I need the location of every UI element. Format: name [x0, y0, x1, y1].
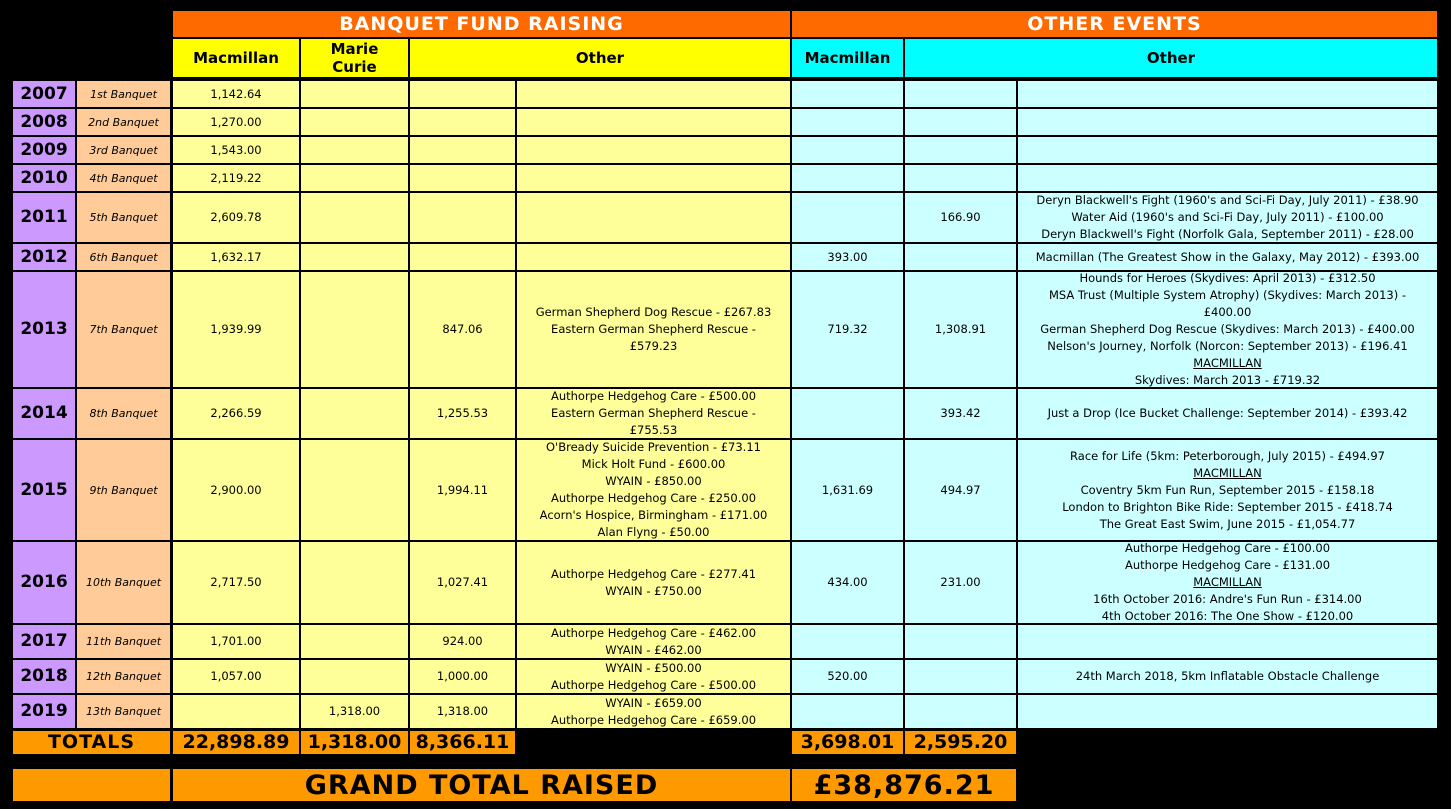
- year-cell: 2012: [13, 244, 75, 270]
- description-line: Authorpe Hedgehog Care - £500.00: [550, 389, 757, 403]
- events-macmillan-cell: [792, 625, 903, 658]
- year-cell: 2011: [13, 193, 75, 242]
- total-banquet-other: 8,366.11: [410, 731, 515, 754]
- grand-total-spacer: [13, 769, 170, 801]
- banquet-marie-curie-cell: [301, 440, 408, 540]
- description-line: Macmillan (The Greatest Show in the Galaxy, May 2012) - £393.00: [1035, 249, 1420, 264]
- events-other-amount-cell: [905, 109, 1016, 135]
- description-line: WYAIN - £750.00: [605, 583, 702, 598]
- year-cell: 2019: [13, 695, 75, 728]
- banquet-number-cell: 1st Banquet: [77, 81, 170, 107]
- description-line: German Shepherd Dog Rescue (Skydives: March 2013) - £400.00: [1040, 322, 1415, 336]
- year-cell: 2009: [13, 137, 75, 163]
- banquet-macmillan-cell: 2,119.22: [173, 165, 299, 191]
- banquet-number-cell: 12th Banquet: [77, 660, 170, 693]
- description-line: £400.00: [1203, 305, 1252, 319]
- description-line: O'Bready Suicide Prevention - £73.11: [546, 440, 761, 454]
- banquet-number-cell: 5th Banquet: [77, 193, 170, 242]
- description-line: MSA Trust (Multiple System Atrophy) (Skydives: March 2013) -: [1048, 288, 1407, 302]
- description-line: Water Aid (1960's and Sci-Fi Day, July 2011) - £100.00: [1071, 210, 1384, 224]
- banquet-number-cell: 8th Banquet: [77, 389, 170, 438]
- description-line: Eastern German Shepherd Rescue -: [551, 406, 756, 420]
- description-line: London to Brighton Bike Ride: September 2015 - £418.74: [1062, 499, 1393, 514]
- events-macmillan-cell: 520.00: [792, 660, 903, 693]
- events-macmillan-cell: [792, 165, 903, 191]
- events-macmillan-cell: 393.00: [792, 244, 903, 270]
- banquet-other-desc-cell: [517, 193, 790, 242]
- description-line: WYAIN - £659.00: [605, 695, 702, 710]
- banquet-other-amount-cell: [410, 109, 515, 135]
- banquet-other-desc-cell: [517, 81, 790, 107]
- events-macmillan-cell: [792, 109, 903, 135]
- banquet-marie-curie-cell: [301, 137, 408, 163]
- total-banquet-marie-curie: 1,318.00: [301, 731, 408, 754]
- events-macmillan-cell: 434.00: [792, 542, 903, 623]
- col-events-macmillan: Macmillan: [792, 39, 903, 77]
- banquet-other-desc-cell: [517, 660, 790, 693]
- banquet-number-cell: 9th Banquet: [77, 440, 170, 540]
- banquet-macmillan-cell: 2,900.00: [173, 440, 299, 540]
- events-macmillan-cell: [792, 193, 903, 242]
- year-cell: 2008: [13, 109, 75, 135]
- events-other-desc-cell: [1018, 625, 1437, 658]
- banquet-macmillan-cell: 1,270.00: [173, 109, 299, 135]
- events-other-desc-cell: [1018, 660, 1437, 693]
- events-other-desc-cell: [1018, 165, 1437, 191]
- description-line: Just a Drop (Ice Bucket Challenge: September 2014) - £393.42: [1047, 406, 1408, 420]
- events-other-amount-cell: [905, 165, 1016, 191]
- banquet-other-desc-cell: [517, 137, 790, 163]
- banquet-macmillan-cell: 2,609.78: [173, 193, 299, 242]
- banquet-other-amount-cell: [410, 165, 515, 191]
- banquet-other-desc-cell: [517, 272, 790, 387]
- banquet-marie-curie-cell: [301, 542, 408, 623]
- events-macmillan-cell: 1,631.69: [792, 440, 903, 540]
- banquet-number-cell: 11th Banquet: [77, 625, 170, 658]
- grand-total-value: £38,876.21: [792, 769, 1016, 801]
- total-events-other: 2,595.20: [905, 731, 1016, 754]
- events-other-amount-cell: [905, 695, 1016, 728]
- events-other-desc-cell: [1018, 542, 1437, 623]
- banquet-other-amount-cell: 1,255.53: [410, 389, 515, 438]
- description-line: Authorpe Hedgehog Care - £462.00: [550, 625, 757, 640]
- events-other-amount-cell: [905, 625, 1016, 658]
- banquet-macmillan-cell: 1,701.00: [173, 625, 299, 658]
- banquet-number-cell: 2nd Banquet: [77, 109, 170, 135]
- banquet-other-amount-cell: [410, 137, 515, 163]
- banquet-macmillan-cell: 2,717.50: [173, 542, 299, 623]
- description-line: Hounds for Heroes (Skydives: April 2013) - £312.50: [1079, 272, 1376, 285]
- banquet-other-amount-cell: [410, 193, 515, 242]
- description-line: The Great East Swim, June 2015 - £1,054.77: [1099, 516, 1356, 531]
- description-line: Deryn Blackwell's Fight (1960's and Sci-Fi Day, July 2011) - £38.90: [1036, 193, 1419, 207]
- events-macmillan-cell: [792, 137, 903, 163]
- banquet-other-desc-cell: [517, 440, 790, 540]
- banquet-number-cell: 13th Banquet: [77, 695, 170, 728]
- events-other-desc-cell: [1018, 137, 1437, 163]
- banquet-marie-curie-cell: [301, 193, 408, 242]
- events-other-amount-cell: [905, 244, 1016, 270]
- banquet-marie-curie-cell: [301, 389, 408, 438]
- banquet-marie-curie-cell: [301, 272, 408, 387]
- events-other-amount-cell: [905, 137, 1016, 163]
- events-other-amount-cell: [905, 660, 1016, 693]
- year-cell: 2018: [13, 660, 75, 693]
- banquet-marie-curie-cell: 1,318.00: [301, 695, 408, 728]
- description-line: £755.53: [629, 423, 678, 437]
- banquet-other-desc-cell: [517, 542, 790, 623]
- banquet-other-amount-cell: 847.06: [410, 272, 515, 387]
- description-line: Deryn Blackwell's Fight (Norfolk Gala, September 2011) - £28.00: [1041, 227, 1414, 241]
- year-cell: 2013: [13, 272, 75, 387]
- banquet-macmillan-cell: 2,266.59: [173, 389, 299, 438]
- description-line: Nelson's Journey, Norfolk (Norcon: September 2013) - £196.41: [1047, 339, 1408, 353]
- banquet-fund-raising-header: BANQUET FUND RAISING: [173, 11, 790, 37]
- description-line: Authorpe Hedgehog Care - £277.41: [550, 566, 757, 581]
- year-cell: 2007: [13, 81, 75, 107]
- description-line: Authorpe Hedgehog Care - £131.00: [1124, 558, 1331, 572]
- banquet-marie-curie-cell: [301, 109, 408, 135]
- col-banquet-other: Other: [410, 39, 790, 77]
- banquet-other-desc-cell: [517, 109, 790, 135]
- events-other-amount-cell: 231.00: [905, 542, 1016, 623]
- col-events-other: Other: [905, 39, 1437, 77]
- events-other-amount-cell: 166.90: [905, 193, 1016, 242]
- banquet-other-amount-cell: [410, 244, 515, 270]
- description-line: 4th October 2016: The One Show - £120.00: [1101, 609, 1354, 623]
- banquet-other-amount-cell: 1,000.00: [410, 660, 515, 693]
- banquet-number-cell: 6th Banquet: [77, 244, 170, 270]
- banquet-marie-curie-cell: [301, 81, 408, 107]
- description-line: 24th March 2018, 5km Inflatable Obstacle Challenge: [1075, 669, 1380, 683]
- banquet-other-desc-cell: [517, 244, 790, 270]
- banquet-macmillan-cell: 1,142.64: [173, 81, 299, 107]
- events-other-amount-cell: [905, 81, 1016, 107]
- banquet-number-cell: 7th Banquet: [77, 272, 170, 387]
- year-cell: 2016: [13, 542, 75, 623]
- banquet-macmillan-cell: 1,939.99: [173, 272, 299, 387]
- banquet-other-desc-cell: [517, 695, 790, 728]
- description-line: Race for Life (5km: Peterborough, July 2015) - £494.97: [1070, 448, 1385, 463]
- description-line: Acorn's Hospice, Birmingham - £171.00: [539, 508, 768, 522]
- description-line: Coventry 5km Fun Run, September 2015 - £158.18: [1080, 482, 1375, 497]
- description-line: MACMILLAN: [1193, 575, 1262, 589]
- year-cell: 2017: [13, 625, 75, 658]
- banquet-other-amount-cell: [410, 81, 515, 107]
- year-cell: 2010: [13, 165, 75, 191]
- events-other-desc-cell: [1018, 695, 1437, 728]
- banquet-marie-curie-cell: [301, 625, 408, 658]
- banquet-macmillan-cell: 1,057.00: [173, 660, 299, 693]
- totals-label: TOTALS: [13, 731, 170, 754]
- description-line: Authorpe Hedgehog Care - £659.00: [550, 712, 757, 727]
- banquet-number-cell: 4th Banquet: [77, 165, 170, 191]
- events-other-amount-cell: 393.42: [905, 389, 1016, 438]
- banquet-macmillan-cell: 1,632.17: [173, 244, 299, 270]
- description-line: Authorpe Hedgehog Care - £100.00: [1124, 542, 1331, 555]
- events-macmillan-cell: 719.32: [792, 272, 903, 387]
- description-line: Authorpe Hedgehog Care - £250.00: [550, 491, 757, 505]
- events-other-desc-cell: [1018, 389, 1437, 438]
- description-line: Authorpe Hedgehog Care - £500.00: [550, 677, 757, 692]
- events-other-desc-cell: [1018, 109, 1437, 135]
- banquet-other-amount-cell: 924.00: [410, 625, 515, 658]
- col-banquet-marie-curie: Marie Curie: [301, 39, 408, 77]
- banquet-other-amount-cell: 1,994.11: [410, 440, 515, 540]
- description-line: WYAIN - £500.00: [605, 660, 702, 675]
- banquet-number-cell: 3rd Banquet: [77, 137, 170, 163]
- total-banquet-macmillan: 22,898.89: [173, 731, 299, 754]
- grand-total-label: GRAND TOTAL RAISED: [173, 769, 790, 801]
- other-events-header: OTHER EVENTS: [792, 11, 1437, 37]
- banquet-other-amount-cell: 1,318.00: [410, 695, 515, 728]
- banquet-other-desc-cell: [517, 165, 790, 191]
- events-other-desc-cell: [1018, 272, 1437, 387]
- description-line: 16th October 2016: Andre's Fun Run - £314.00: [1093, 592, 1362, 606]
- description-line: MACMILLAN: [1193, 356, 1262, 370]
- events-other-desc-cell: [1018, 81, 1437, 107]
- banquet-macmillan-cell: 1,543.00: [173, 137, 299, 163]
- banquet-macmillan-cell: [173, 695, 299, 728]
- description-line: £579.23: [629, 339, 678, 353]
- banquet-marie-curie-cell: [301, 660, 408, 693]
- events-other-desc-cell: [1018, 440, 1437, 540]
- description-line: Mick Holt Fund - £600.00: [581, 457, 726, 471]
- banquet-marie-curie-cell: [301, 244, 408, 270]
- banquet-number-cell: 10th Banquet: [77, 542, 170, 623]
- events-macmillan-cell: [792, 695, 903, 728]
- events-other-desc-cell: [1018, 244, 1437, 270]
- description-line: Eastern German Shepherd Rescue -: [551, 322, 756, 336]
- description-line: WYAIN - £850.00: [605, 474, 702, 488]
- events-other-amount-cell: 1,308.91: [905, 272, 1016, 387]
- description-line: WYAIN - £462.00: [605, 642, 702, 657]
- events-other-amount-cell: 494.97: [905, 440, 1016, 540]
- events-macmillan-cell: [792, 81, 903, 107]
- col-banquet-macmillan: Macmillan: [173, 39, 299, 77]
- description-line: Skydives: March 2013 - £719.32: [1134, 373, 1321, 387]
- year-cell: 2014: [13, 389, 75, 438]
- banquet-other-desc-cell: [517, 389, 790, 438]
- total-events-macmillan: 3,698.01: [792, 731, 903, 754]
- banquet-marie-curie-cell: [301, 165, 408, 191]
- banquet-other-desc-cell: [517, 625, 790, 658]
- description-line: Alan Flyng - £50.00: [597, 525, 710, 539]
- banquet-other-amount-cell: 1,027.41: [410, 542, 515, 623]
- events-other-desc-cell: [1018, 193, 1437, 242]
- year-cell: 2015: [13, 440, 75, 540]
- description-line: MACMILLAN: [1193, 465, 1262, 480]
- description-line: German Shepherd Dog Rescue - £267.83: [535, 305, 772, 319]
- events-macmillan-cell: [792, 389, 903, 438]
